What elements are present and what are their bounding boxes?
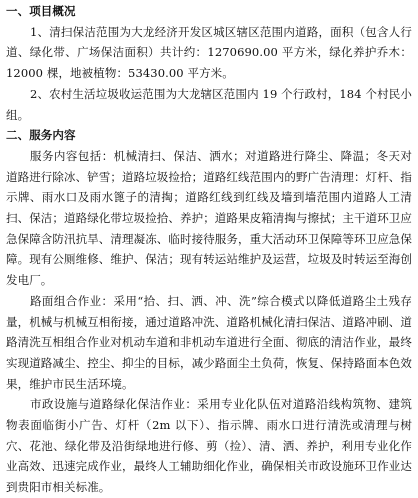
section-heading-overview: 一、项目概况 xyxy=(6,4,76,18)
paragraph-municipal-facilities-work: 市政设施与道路绿化保洁作业：采用专业化队伍对道路沿线构筑物、建筑物表面临街小广告、灯杆（2m 以下）、指示牌、雨水口进行清洗或清理与树穴、花池、绿化带及沿街绿地进行修、剪（捡）、清、洒、养护，利用专业化作业高效、迅速完成作业，最终人工辅助细化作业，确保相关市政设施环卫作业达到贵阳市相关标准。 xyxy=(6,397,412,495)
paragraph-road-surface-work: 路面组合作业：采用“拾、扫、洒、冲、洗”综合模式以降低道路尘土残存量，机械与机械互相衔接，通过道路冲洗、道路机械化清扫保洁、道路冲刷、道路清洗互相组合作业对机动车道和非机动车道进行全面、彻底的清洁作业，最终实现道路减尘、控尘、抑尘的目标，减少路面尘土负荷，恢复、保持路面本色效果，维护市民生活环境。 xyxy=(6,293,412,391)
paragraph-cleaning-scope: 1、清扫保洁范围为大龙经济开发区城区辖区范围内道路，面积（包含人行道、绿化带、广场保洁面积）共计约：1270690.00 平方米，绿化养护乔木：12000 棵，地被植物：53430.00 平方米。 xyxy=(6,24,412,81)
paragraph-service-content: 服务内容包括：机械清扫、保洁、洒水；对道路进行降尘、降温；冬天对道路进行除冰、铲雪；道路垃圾捡拾；道路红线范围内的野广告清理：灯杆、指示牌、雨水口及雨水篦子的清掏；道路红线到红线及墙到墙范围内道路人工清扫、保洁；道路绿化带垃圾捡拾、养护；道路果皮箱清掏与擦拭；主干道环卫应急保障含防汛抗旱、清理凝冻、临时接待服务，重大活动环卫保障等环卫应急保障。现有公厕维修、维护、保洁；现有转运站维护及运营，垃圾及时转运至海创发电厂。 xyxy=(6,148,412,288)
section-heading-service-content: 二、服务内容 xyxy=(6,128,76,143)
paragraph-waste-collection-scope: 2、农村生活垃圾收运范围为大龙辖区范围内 19 个行政村，184 个村民小组。 xyxy=(6,86,412,122)
